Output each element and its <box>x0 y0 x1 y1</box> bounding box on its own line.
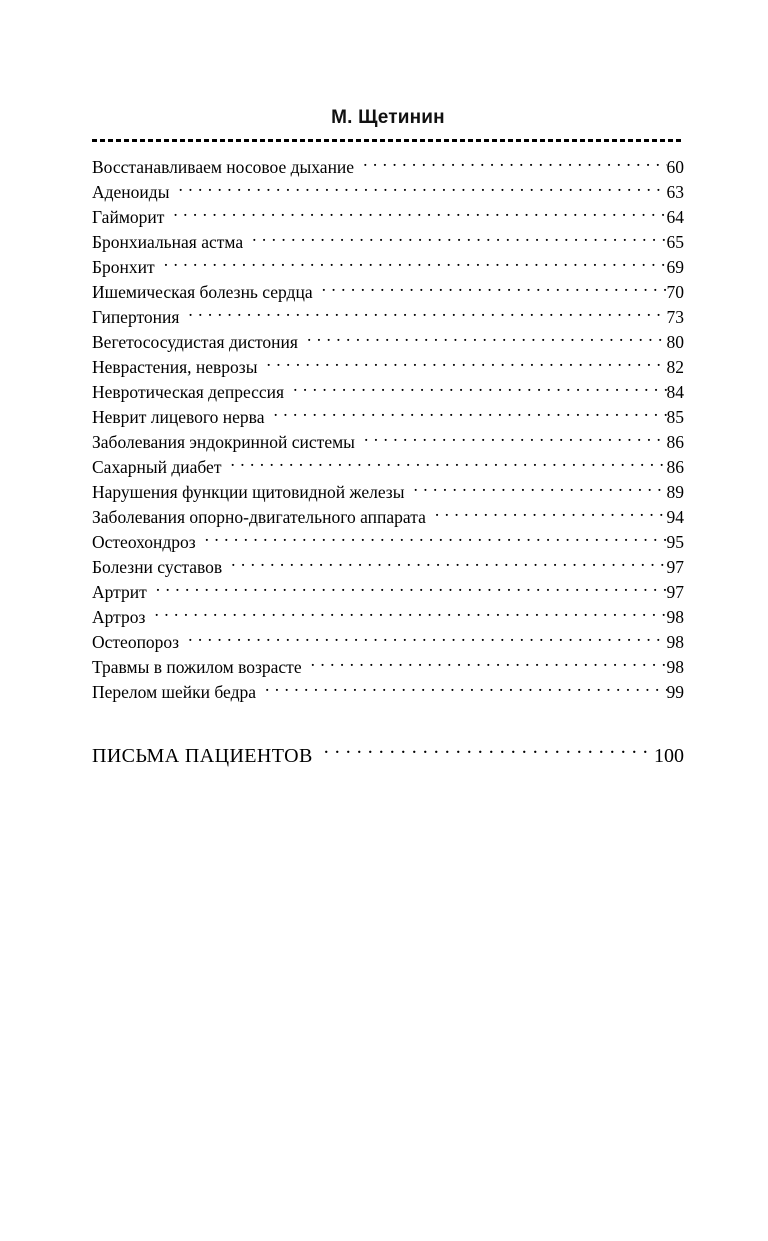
toc-entry-page-number: 86 <box>666 457 684 477</box>
toc-dot-leader <box>266 356 666 374</box>
toc-entry-page-number: 85 <box>666 407 684 427</box>
toc-entry-page-number: 98 <box>666 657 684 677</box>
toc-entry[interactable] <box>92 255 684 280</box>
toc-entry[interactable] <box>92 405 684 430</box>
toc-entry[interactable] <box>92 605 684 630</box>
toc-entry[interactable] <box>92 180 684 205</box>
toc-entry-title: Невротическая депрессия <box>92 382 285 402</box>
toc-dot-leader <box>324 742 654 762</box>
toc-entry-page-number: 94 <box>666 507 684 527</box>
toc-dot-leader <box>188 306 666 324</box>
toc-entry[interactable] <box>92 355 684 380</box>
toc-entry[interactable] <box>92 530 684 555</box>
toc-dot-leader <box>311 656 667 674</box>
toc-entry-title: Вегетососудистая дистония <box>92 332 298 352</box>
toc-entry[interactable] <box>92 230 684 255</box>
toc-entry-title: ПИСЬМА ПАЦИЕНТОВ <box>92 745 313 767</box>
toc-entry-page-number: 63 <box>666 182 684 202</box>
toc-entry-page-number: 98 <box>666 607 684 627</box>
header-dashed-rule <box>92 139 684 142</box>
toc-entry[interactable] <box>92 380 684 405</box>
toc-entry-title: Аденоиды <box>92 182 170 202</box>
toc-entry-page-number: 97 <box>666 557 684 577</box>
toc-dot-leader <box>205 531 667 549</box>
toc-entry[interactable] <box>92 630 684 655</box>
toc-entry-title: Травмы в пожилом возрасте <box>92 657 302 677</box>
toc-entry[interactable] <box>92 330 684 355</box>
toc-entry[interactable] <box>92 680 684 705</box>
toc-dot-leader <box>178 181 666 199</box>
toc-entry[interactable] <box>92 205 684 230</box>
toc-entry-page-number: 60 <box>666 157 684 177</box>
toc-dot-leader <box>363 156 666 174</box>
toc-entry-page-number: 99 <box>666 682 684 702</box>
toc-entry-title: Болезни суставов <box>92 557 223 577</box>
toc-entry-title: Перелом шейки бедра <box>92 682 257 702</box>
toc-entry-page-number: 70 <box>666 282 684 302</box>
toc-entry-list <box>92 155 684 705</box>
toc-major-entry[interactable] <box>92 741 684 771</box>
toc-entry[interactable] <box>92 480 684 505</box>
toc-entry-page-number: 100 <box>654 745 684 767</box>
toc-entry[interactable] <box>92 155 684 180</box>
toc-entry-page-number: 82 <box>666 357 684 377</box>
toc-entry-title: Остеохондроз <box>92 532 196 552</box>
toc-entry[interactable] <box>92 305 684 330</box>
toc-entry-page-number: 65 <box>666 232 684 252</box>
toc-entry-page-number: 98 <box>666 632 684 652</box>
toc-entry-title: Гайморит <box>92 207 165 227</box>
toc-dot-leader <box>364 431 667 449</box>
toc-dot-leader <box>435 506 667 524</box>
toc-entry-title: Остеопороз <box>92 632 180 652</box>
toc-dot-leader <box>265 681 666 699</box>
toc-entry-page-number: 89 <box>666 482 684 502</box>
toc-dot-leader <box>252 231 666 249</box>
toc-dot-leader <box>173 206 666 224</box>
toc-entry-title: Гипертония <box>92 307 180 327</box>
toc-entry-page-number: 97 <box>666 582 684 602</box>
toc-entry-title: Бронхит <box>92 257 155 277</box>
toc-entry-title: Бронхиальная астма <box>92 232 244 252</box>
toc-dot-leader <box>322 281 667 299</box>
toc-dot-leader <box>307 331 667 349</box>
toc-entry[interactable] <box>92 280 684 305</box>
toc-entry-title: Артроз <box>92 607 146 627</box>
toc-entry-title: Восстанавливаем носовое дыхание <box>92 157 355 177</box>
toc-dot-leader <box>154 606 666 624</box>
toc-entry-title: Ишемическая болезнь сердца <box>92 282 313 302</box>
toc-entry-page-number: 84 <box>666 382 684 402</box>
toc-dot-leader <box>188 631 666 649</box>
toc-entry-title: Артрит <box>92 582 147 602</box>
toc-entry[interactable] <box>92 455 684 480</box>
toc-entry-title: Неврастения, неврозы <box>92 357 258 377</box>
toc-entry[interactable] <box>92 655 684 680</box>
toc-entry-title: Нарушения функции щитовидной железы <box>92 482 405 502</box>
toc-dot-leader <box>156 581 667 599</box>
toc-entry-page-number: 64 <box>666 207 684 227</box>
toc-entry[interactable] <box>92 555 684 580</box>
toc-entry-page-number: 69 <box>666 257 684 277</box>
running-head: М. Щетинин <box>331 107 445 128</box>
toc-dot-leader <box>413 481 666 499</box>
toc-entry-title: Сахарный диабет <box>92 457 222 477</box>
toc-dot-leader <box>230 456 666 474</box>
toc-entry-page-number: 86 <box>666 432 684 452</box>
toc-entry[interactable] <box>92 580 684 605</box>
toc-entry-page-number: 73 <box>666 307 684 327</box>
toc-section-gap <box>92 705 684 741</box>
toc-entry[interactable] <box>92 430 684 455</box>
toc-major-entry-list <box>92 741 684 771</box>
toc-entry-title: Заболевания опорно-двигательного аппарата <box>92 507 426 527</box>
toc-entry[interactable] <box>92 505 684 530</box>
toc-dot-leader <box>231 556 666 574</box>
table-of-contents <box>92 155 684 771</box>
toc-entry-page-number: 95 <box>666 532 684 552</box>
toc-entry-page-number: 80 <box>666 332 684 352</box>
toc-dot-leader <box>273 406 666 424</box>
toc-dot-leader <box>164 256 667 274</box>
toc-dot-leader <box>293 381 666 399</box>
toc-entry-title: Заболевания эндокринной системы <box>92 432 355 452</box>
toc-entry-title: Неврит лицевого нерва <box>92 407 265 427</box>
